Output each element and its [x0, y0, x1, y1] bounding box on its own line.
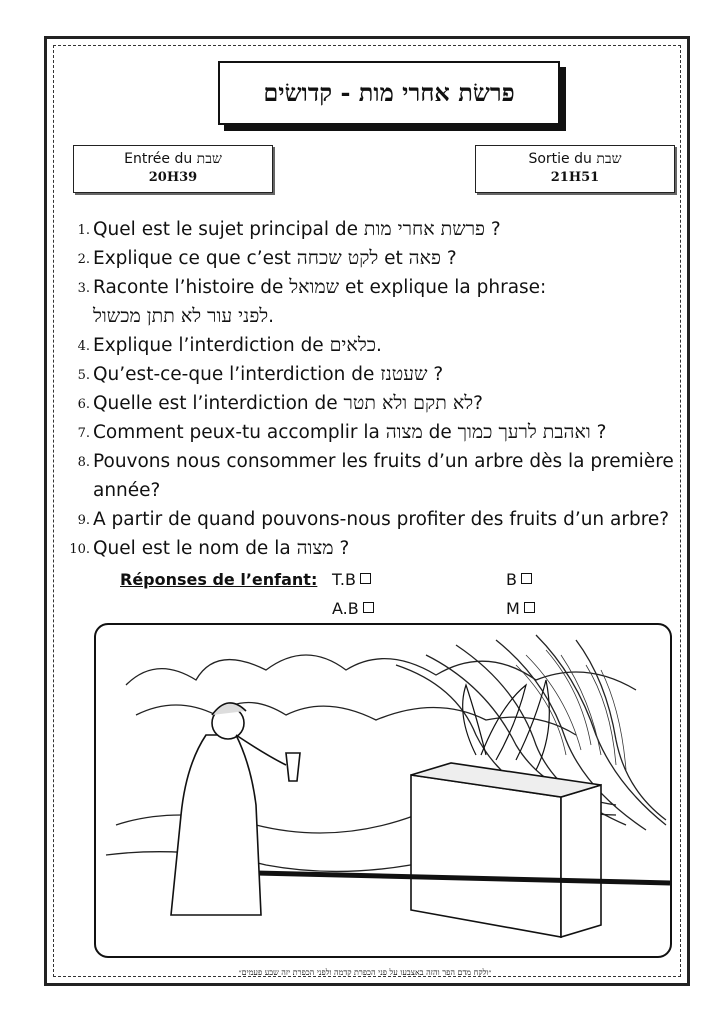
- exit-label: Sortie du: [528, 151, 592, 167]
- question-number: 10.: [69, 542, 90, 557]
- question-number: 5.: [77, 368, 90, 383]
- question-list: [62, 215, 682, 563]
- question-8: 8. Pouvons nous consommer les fruits d’un arbre dès la première année?: [62, 447, 682, 505]
- question-2: 2. Explique ce que c’est לקט שכחה et פאה ?: [62, 244, 682, 273]
- option-m[interactable]: M: [506, 599, 535, 618]
- title-box: [218, 61, 560, 125]
- entry-label: Entrée du: [124, 151, 193, 167]
- question-6: 6. Quelle est l’interdiction de לא תקם ולא תטר?: [62, 389, 682, 418]
- footer-caption: ״ולקח מדם הפר והזה באצבעו על פני הכפרת קדמה ולפני הכפרת יזה שבע פעמים״: [238, 968, 492, 977]
- question-number: 3.: [77, 281, 90, 296]
- entry-time-box: [73, 145, 273, 193]
- illustration-priest-ark: [94, 623, 672, 958]
- answers-title: Réponses de l’enfant:: [120, 570, 318, 589]
- question-number: 8.: [77, 455, 90, 470]
- exit-time: 21H51: [550, 170, 600, 185]
- question-number: 9.: [77, 513, 90, 528]
- page-title: פרשׂת אחרי מות - קדושׂים: [263, 78, 515, 107]
- question-7: 7. Comment peux-tu accomplir la מצוה de ואהבת לרעך כמוך ?: [62, 418, 682, 447]
- option-b[interactable]: B: [506, 570, 532, 589]
- question-number: 2.: [77, 252, 90, 267]
- checkbox-icon[interactable]: [521, 573, 532, 584]
- checkbox-icon[interactable]: [524, 602, 535, 613]
- entry-time: 20H39: [148, 170, 198, 185]
- question-9: 9. A partir de quand pouvons-nous profiter des fruits d’un arbre?: [62, 505, 682, 534]
- option-ab[interactable]: A.B: [332, 599, 374, 618]
- checkbox-icon[interactable]: [360, 573, 371, 584]
- question-number: 6.: [77, 397, 90, 412]
- question-number: 1.: [77, 223, 90, 238]
- question-4: 4. Explique l’interdiction de כלאים.: [62, 331, 682, 360]
- question-5: 5. Qu’est-ce-que l’interdiction de שעטנז ?: [62, 360, 682, 389]
- illustration-drawing: [96, 625, 670, 956]
- option-tb[interactable]: T.B: [332, 570, 371, 589]
- question-1: 1. Quel est le sujet principal de פרשת אחרי מות ?: [62, 215, 682, 244]
- exit-time-box: [475, 145, 675, 193]
- entry-label-hebrew: שבת: [196, 151, 222, 167]
- exit-label-hebrew: שבת: [596, 151, 622, 167]
- question-3: 3. Raconte l’histoire de שמואל et explique la phrase: לפני עור לא תתן מכשול.: [62, 273, 682, 331]
- question-number: 7.: [77, 426, 90, 441]
- question-number: 4.: [77, 339, 90, 354]
- question-10: 10. Quel est le nom de la מצוה ?: [62, 534, 682, 563]
- answers-section: [120, 570, 590, 620]
- checkbox-icon[interactable]: [363, 602, 374, 613]
